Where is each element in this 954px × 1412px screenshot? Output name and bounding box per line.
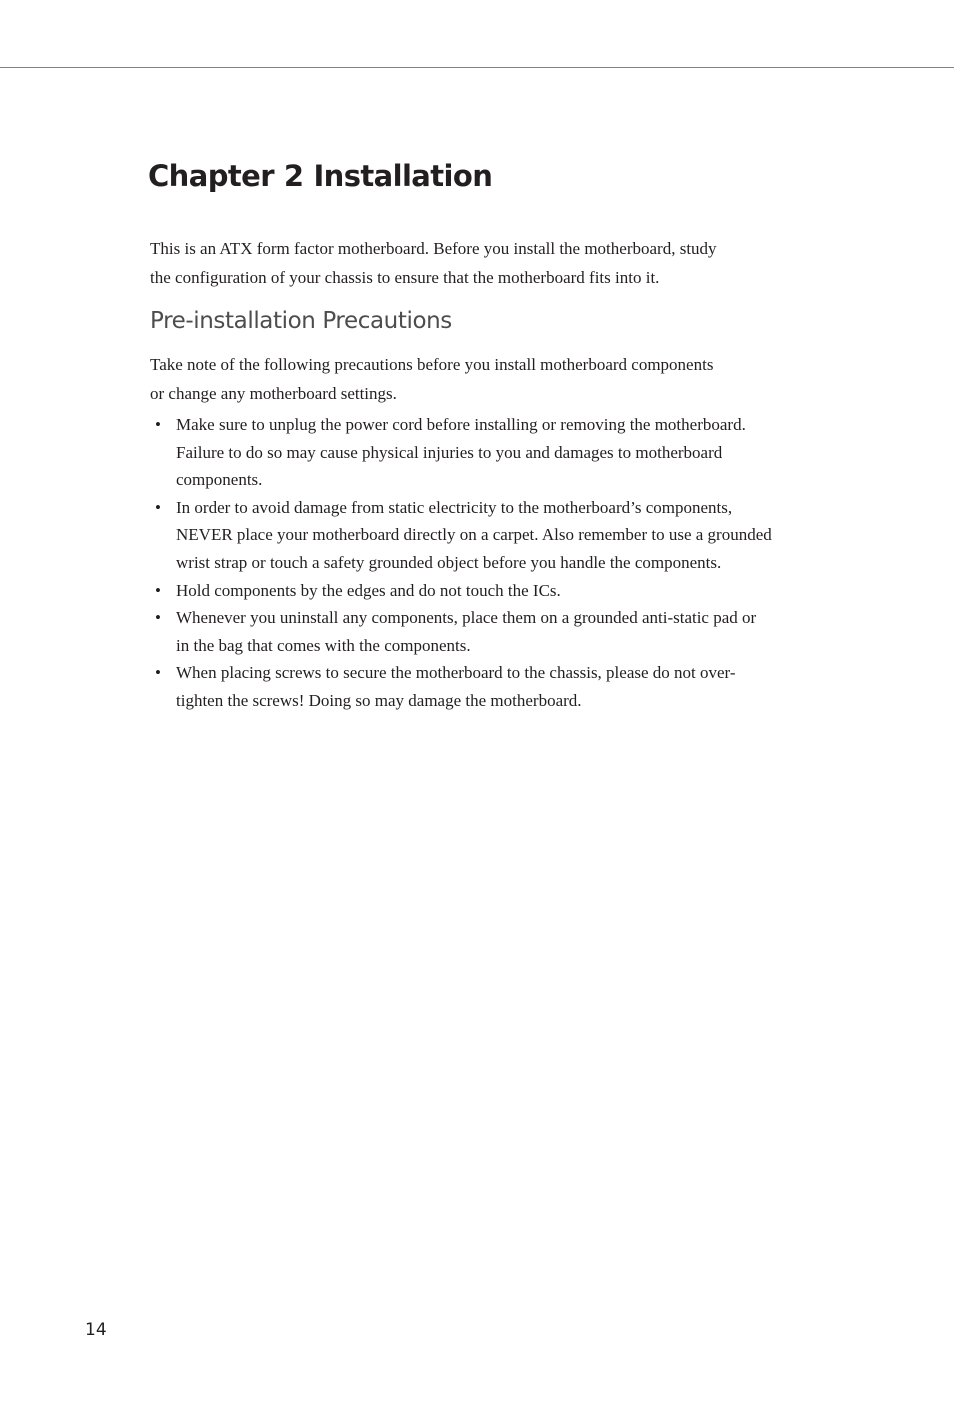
intro-line: the configuration of your chassis to ensure that the motherboard fits into it. (150, 267, 660, 287)
intro-line: This is an ATX form factor motherboard. Before you install the motherboard, study (150, 239, 717, 258)
precaution-intro-line: Take note of the following precautions before you install motherboard components (150, 355, 714, 374)
precaution-item (150, 411, 850, 494)
precaution-line: in the bag that comes with the components. (176, 635, 471, 655)
bullet-icon: • (155, 497, 161, 517)
chapter-number: 2 (283, 159, 304, 193)
precaution-intro-paragraph (150, 350, 840, 408)
precaution-line: Make sure to unplug the power cord before installing or removing the motherboard. (176, 415, 746, 434)
bullet-icon: • (155, 663, 161, 683)
intro-paragraph (150, 235, 840, 292)
precaution-line: wrist strap or touch a safety grounded object before you handle the components. (176, 552, 722, 572)
precaution-item (150, 494, 850, 577)
precaution-line: NEVER place your motherboard directly on a carpet. Also remember to use a grounded (176, 525, 772, 545)
precaution-line: Failure to do so may cause physical injuries to you and damages to motherboard (176, 442, 723, 462)
precaution-item (150, 659, 850, 714)
precaution-item (150, 604, 850, 659)
bullet-icon: • (155, 580, 161, 600)
precaution-line: When placing screws to secure the motherboard to the chassis, please do not over- (176, 663, 736, 683)
page-number: 14 (85, 1320, 107, 1340)
chapter-title (148, 154, 492, 198)
precaution-line: tighten the screws! Doing so may damage the motherboard. (176, 690, 582, 710)
section-heading: Pre-installation Precautions (150, 308, 452, 334)
precaution-line: Whenever you uninstall any components, place them on a grounded anti-static pad or (176, 608, 757, 628)
bullet-icon: • (155, 608, 161, 628)
bullet-icon: • (155, 415, 161, 434)
precaution-list (150, 411, 850, 715)
header-rule (0, 67, 954, 68)
precaution-intro-line: or change any motherboard settings. (150, 384, 397, 403)
precaution-line: In order to avoid damage from static electricity to the motherboard’s components, (176, 497, 733, 517)
precaution-line: components. (176, 470, 263, 490)
precaution-item (150, 577, 850, 605)
precaution-line: Hold components by the edges and do not touch the ICs. (176, 580, 561, 600)
chapter-label: Chapter (148, 159, 274, 193)
chapter-name: Installation (313, 159, 493, 193)
